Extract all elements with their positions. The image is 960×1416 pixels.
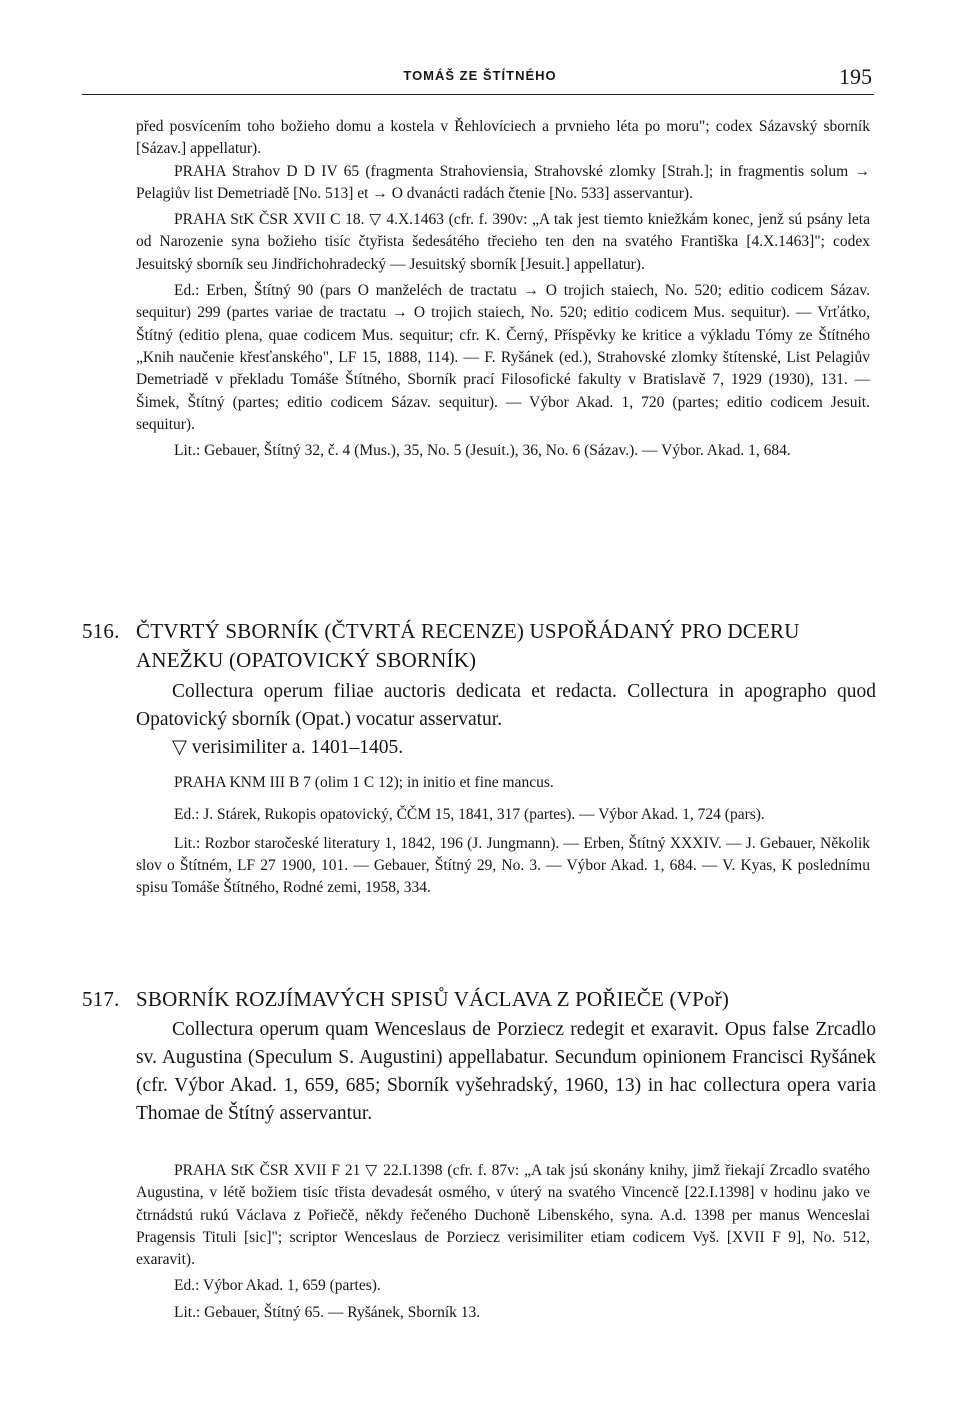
paragraph-editions: Ed.: Erben, Štítný 90 (pars O manželéch de tractatu → O trojich staiech, No. 520; editio codicem Sázav. sequitur) 299 (partes variae de tractatu → O trojich staiech, No. 520; editio codicem Mus. sequitur). — Vrťátko, Štítný (editio plena, quae codicem Mus. sequitur; cfr. K. Černý, Příspěvky ke kritice a výkladu Tómy ze Štítného „Knih naučenie křesťanského", LF 15, 1888, 114). — F. Ryšánek (ed.), Strahovské zlomky štítenské, List Pelagiův Demetriadě v překladu Tomáše Štítného, Sborník prací Filosofické fakulty v Bratislavě 7, 1929 (1930), 131. — Šimek, Štítný (partes; editio codicem Sázav. sequitur). — Výbor Akad. 1, 720 (partes; editio codicem Jesuit. sequitur).: [136, 282, 870, 433]
running-title: TOMÁŠ ZE ŠTÍTNÉHO: [403, 68, 557, 83]
paragraph-literature: Lit.: Gebauer, Štítný 32, č. 4 (Mus.), 35, No. 5 (Jesuit.), 36, No. 6 (Sázav.). — Výbor. Akad. 1, 684.: [174, 442, 791, 460]
entry-number: 517.: [82, 987, 120, 1011]
literature-line: Lit.: Gebauer, Štítný 65. — Ryšánek, Sborník 13.: [174, 1303, 481, 1321]
paragraph-praha-stk: PRAHA StK ČSR XVII C 18. ▽ 4.X.1463 (cfr. f. 390v: „A tak jest tiemto kniežkám konec, jenž sú psány leta od Narozenie syna božieho tisíc čtyřista šedesátého třecieho ten den na svatého Františka [4.X.1463]"; codex Jesuitský sborník seu Jindřichohradecký — Jesuitský sborník [Jesuit.] appellatur).: [136, 211, 870, 273]
intro-paragraph: Collectura operum filiae auctoris dedicata et redacta. Collectura in apographo quod Opatovický sborník (Opat.) vocatur asservatur.: [136, 681, 876, 730]
entry-title: SBORNÍK ROZJÍMAVÝCH SPISŮ VÁCLAVA Z POŘIEČE (VPoř): [136, 987, 730, 1011]
dating-line: ▽ verisimiliter a. 1401–1405.: [172, 737, 404, 758]
editions-paragraph: Ed.: J. Stárek, Rukopis opatovický, ČČM 15, 1841, 317 (partes). — Výbor Akad. 1, 724 (pars).: [174, 806, 765, 824]
paragraph-codex-sazav: před posvícením toho božieho domu a kostela v Řehlovíciech a prvnieho léta po moru"; codex Sázavský sborník [Sázav.] appellatur).: [136, 118, 870, 158]
header-rule: [82, 94, 874, 95]
manuscript-paragraph: PRAHA StK ČSR XVII F 21 ▽ 22.I.1398 (cfr. f. 87v: „A tak jsú skonány knihy, jimž řiekají Zrcadlo svatého Augustina, v létě božiem tisíc třista devadesát osmého, v úterý na svatého Vincencě [22.I.1398] v hodinu jako ve čtrnádstú rukú Václava z Pořiečě, někdy řečeného Duchoně Libenského, syna. A.d. 1398 per manus Wenceslai Pragensis Tituli [sic]"; scriptor Wenceslaus de Porziecz verisimiliter etiam codicem Vyš. [XVII F 9], No. 512, exaravit).: [136, 1162, 870, 1269]
entry-number: 516.: [82, 619, 120, 643]
entry-516-intro: [136, 678, 876, 762]
editions-line: Ed.: Výbor Akad. 1, 659 (partes).: [174, 1277, 381, 1295]
manuscript-line: PRAHA KNM III B 7 (olim 1 C 12); in initio et fine mancus.: [174, 774, 554, 791]
paragraph-praha-strahov: PRAHA Strahov D D IV 65 (fragmenta Strahoviensia, Strahovské zlomky [Strah.]; in fragmentis solum → Pelagiův list Demetriadě [No. 513] et → O dvanácti radách čtenie [No. 533] asservantur).: [136, 162, 870, 202]
running-head: [0, 64, 960, 94]
page-number: 195: [839, 64, 872, 89]
entry-517-intro: [136, 1016, 876, 1128]
entry-516-details: [136, 772, 870, 899]
entry-515-continuation: [136, 116, 870, 462]
intro-paragraph: Collectura operum quam Wenceslaus de Porziecz redegit et exaravit. Opus false Zrcadlo sv. Augustina (Speculum S. Augustini) appellabatur. Secundum opinionem Francisci Ryšánek (cfr. Výbor Akad. 1, 659, 685; Sborník vyšehradský, 1960, 13) in hac collectura opera varia Thomae de Štítný asservantur.: [136, 1019, 876, 1124]
entry-517-details: [136, 1160, 870, 1324]
literature-paragraph: Lit.: Rozbor staročeské literatury 1, 1842, 196 (J. Jungmann). — Erben, Štítný XXXIV. — J. Gebauer, Několik slov o Štítném, LF 27 1900, 101. — Gebauer, Štítný 29, No. 3. — Výbor Akad. 1, 684. — V. Kyas, K poslednímu spisu Tomáše Štítného, Rodné zemi, 1958, 334.: [136, 834, 870, 897]
entry-title: ČTVRTÝ SBORNÍK (ČTVRTÁ RECENZE) USPOŘÁDANÝ PRO DCERU ANEŽKU (OPATOVICKÝ SBORNÍK): [136, 619, 800, 672]
